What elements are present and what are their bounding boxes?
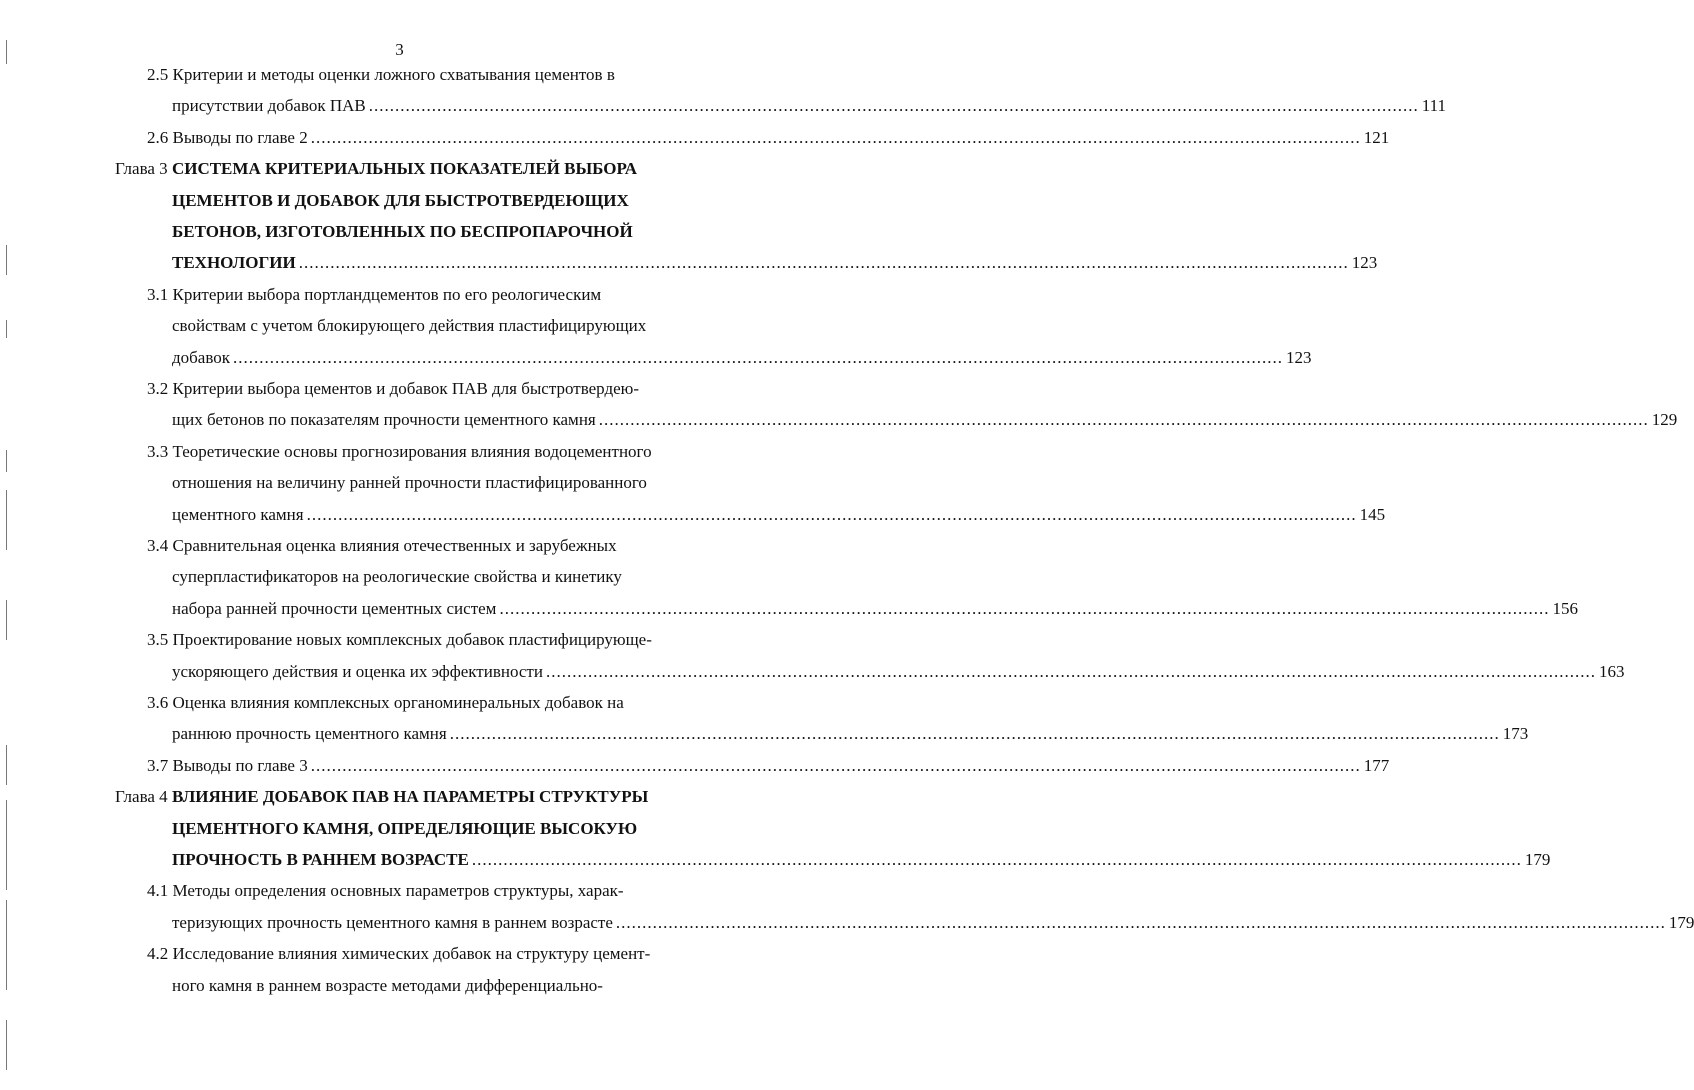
toc-entry-text: цементного камня <box>172 504 304 524</box>
chapter-heading-line <box>172 221 633 243</box>
toc-page-number: 163 <box>1598 661 1625 681</box>
toc-page-number: 123 <box>1351 253 1378 273</box>
toc-entry-text: 4.1 Методы определения основных параметров структуры, харак- <box>147 881 624 901</box>
toc-entry-text: 3.2 Критерии выбора цементов и добавок ПАВ для быстротвердею- <box>147 379 639 398</box>
toc-entry-line <box>147 441 652 463</box>
toc-entry-text: набора ранней прочности цементных систем <box>172 598 497 618</box>
toc-entry-line <box>172 472 647 494</box>
toc-page-number: 156 <box>1552 598 1578 618</box>
dot-leader: ........................................................................................................................................................................................................ <box>368 96 1419 116</box>
scan-artifact <box>6 900 7 990</box>
toc-entry-text: свойствам с учетом блокирующего действия пластифицирующих <box>172 316 647 336</box>
dot-leader: ........................................................................................................................................................................................................ <box>310 755 1361 775</box>
toc-entry-line <box>172 723 1529 745</box>
toc-entry-text: 3.4 Сравнительная оценка влияния отечественных и зарубежных <box>147 536 617 555</box>
dot-leader: ........................................................................................................................................................................................................ <box>545 661 1596 681</box>
toc-entry-line <box>147 378 639 400</box>
toc-entry-text: ного камня в раннем возрасте методами дифференциально- <box>172 975 603 995</box>
chapter-label: Глава 4 <box>115 787 168 807</box>
toc-page-number: 179 <box>1524 850 1551 869</box>
chapter-heading-line <box>172 849 1551 871</box>
dot-leader: ........................................................................................................................................................................................................ <box>449 724 1500 744</box>
toc-entry-text: 3.3 Теоретические основы прогнозирования влияния водоцементного <box>147 441 652 461</box>
chapter-heading-line <box>172 818 637 840</box>
scan-artifact <box>6 40 7 64</box>
chapter-title-text: БЕТОНОВ, ИЗГОТОВЛЕННЫХ ПО БЕСПРОПАРОЧНОЙ <box>172 222 633 241</box>
toc-entry-text: ускоряющего действия и оценка их эффективности <box>172 661 543 681</box>
dot-leader: ........................................................................................................................................................................................................ <box>471 850 1522 869</box>
toc-entry-line <box>147 284 601 306</box>
toc-entry-text: 3.5 Проектирование новых комплексных добавок пластифицирующе- <box>147 630 652 650</box>
toc-page-number: 121 <box>1363 127 1390 147</box>
chapter-title-text: ПРОЧНОСТЬ В РАННЕМ ВОЗРАСТЕ <box>172 850 469 869</box>
toc-entry-line <box>172 661 1625 683</box>
chapter-title-text: ЦЕМЕНТНОГО КАМНЯ, ОПРЕДЕЛЯЮЩИЕ ВЫСОКУЮ <box>172 818 638 838</box>
chapter-heading-line <box>172 252 1378 274</box>
dot-leader: ........................................................................................................................................................................................................ <box>598 410 1649 430</box>
toc-entry-text: 3.1 Критерии выбора портландцементов по его реологическим <box>147 284 602 304</box>
toc-entry-text: 3.6 Оценка влияния комплексных органоминеральных добавок на <box>147 693 624 712</box>
scan-artifact <box>6 450 7 472</box>
toc-entry-line <box>172 598 1578 620</box>
toc-entry-text: присутствии добавок ПАВ <box>172 96 366 116</box>
scan-artifact <box>6 490 7 550</box>
toc-entry-line <box>147 629 652 651</box>
dot-leader: ........................................................................................................................................................................................................ <box>499 598 1550 618</box>
toc-page-number: 123 <box>1286 347 1312 367</box>
scan-artifact <box>6 800 7 890</box>
toc-page-number: 111 <box>1421 96 1447 116</box>
toc-entry-line <box>147 127 1390 149</box>
toc-page-number: 129 <box>1651 410 1678 430</box>
toc-entry-text: добавок <box>172 347 231 367</box>
toc-page-number: 145 <box>1359 504 1386 524</box>
chapter-title-text: СИСТЕМА КРИТЕРИАЛЬНЫХ ПОКАЗАТЕЛЕЙ ВЫБОРА <box>171 159 637 179</box>
toc-entry-line <box>172 975 603 997</box>
toc-entry-line <box>147 692 624 714</box>
toc-entry-line <box>172 566 622 588</box>
toc-entry-line <box>147 64 615 86</box>
chapter-title-text: ЦЕМЕНТОВ И ДОБАВОК ДЛЯ БЫСТРОТВЕРДЕЮЩИХ <box>172 190 629 210</box>
dot-leader: ........................................................................................................................................................................................................ <box>298 253 1349 273</box>
toc-entry-line <box>147 943 650 965</box>
toc-entry-line <box>172 409 1678 431</box>
dot-leader: ........................................................................................................................................................................................................ <box>306 504 1357 524</box>
toc-entry-line <box>147 535 617 557</box>
chapter-heading-line <box>115 786 648 808</box>
dot-leader: ........................................................................................................................................................................................................ <box>310 127 1361 147</box>
chapter-title-text: ТЕХНОЛОГИИ <box>172 253 296 273</box>
toc-entry-text: теризующих прочность цементного камня в раннем возрасте <box>172 912 613 932</box>
toc-entry-text: 4.2 Исследование влияния химических добавок на структуру цемент- <box>147 944 651 964</box>
toc-entry-line <box>172 95 1447 117</box>
toc-entry-text: суперпластификаторов на реологические свойства и кинетику <box>172 567 622 587</box>
chapter-heading-line <box>172 190 629 212</box>
scan-artifact <box>6 1020 7 1070</box>
toc-page-number: 173 <box>1502 724 1529 744</box>
toc-entry-line <box>172 504 1386 526</box>
page-number: 3 <box>395 40 404 59</box>
dot-leader: ........................................................................................................................................................................................................ <box>233 347 1284 367</box>
toc-entry-line <box>147 755 1390 777</box>
toc-entry-text: раннюю прочность цементного камня <box>172 724 447 744</box>
toc-entry-line <box>172 347 1312 369</box>
scan-artifact <box>6 320 7 338</box>
scan-artifact <box>6 600 7 640</box>
scan-artifact <box>6 245 7 275</box>
toc-entry-text: 2.5 Критерии и методы оценки ложного схватывания цементов в <box>147 65 615 84</box>
toc-entry-line <box>172 315 646 337</box>
toc-page-number: 179 <box>1668 912 1694 932</box>
chapter-title-text: ВЛИЯНИЕ ДОБАВОК ПАВ НА ПАРАМЕТРЫ СТРУКТУРЫ <box>171 787 649 807</box>
scan-artifact <box>6 745 7 785</box>
toc-entry-text: отношения на величину ранней прочности пластифицированного <box>172 473 647 493</box>
toc-page-number: 177 <box>1363 755 1390 775</box>
toc-entry-text: 2.6 Выводы по главе 2 <box>147 127 308 147</box>
toc-entry-line <box>172 912 1694 934</box>
chapter-heading-line <box>115 158 637 180</box>
toc-entry-line <box>147 880 624 902</box>
toc-entry-text: 3.7 Выводы по главе 3 <box>147 755 308 775</box>
chapter-label: Глава 3 <box>115 159 168 179</box>
dot-leader: ........................................................................................................................................................................................................ <box>615 912 1666 932</box>
toc-entry-text: щих бетонов по показателям прочности цементного камня <box>172 410 596 430</box>
